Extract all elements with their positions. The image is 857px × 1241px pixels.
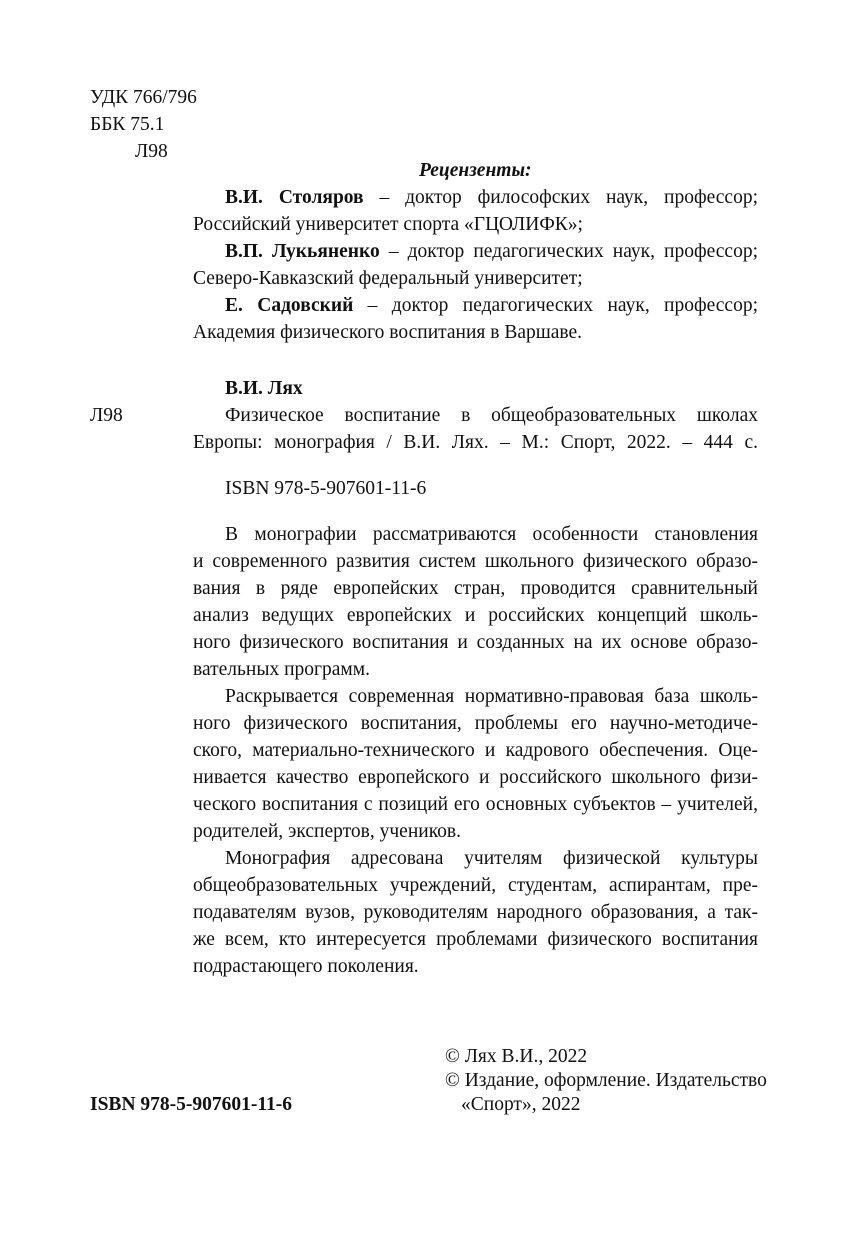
udk-code: УДК 766/796 bbox=[90, 87, 197, 108]
abstract-line: нивается качество европейского и российского школьного физи- bbox=[193, 767, 758, 788]
abstract-line: ного физического воспитания и созданных на их основе образо- bbox=[193, 632, 758, 653]
reviewer-2-line bbox=[225, 241, 758, 263]
abstract-line: подавателям вузов, руководителям народного образования, а так- bbox=[193, 902, 758, 923]
reviewer-3-credentials: – доктор педагогических наук, профессор; bbox=[353, 295, 758, 316]
copyright-author: © Лях В.И., 2022 bbox=[445, 1046, 588, 1067]
reviewer-3-affiliation: Академия физического воспитания в Варшаве. bbox=[193, 322, 583, 343]
reviewer-1-name: В.И. Столяров bbox=[225, 187, 364, 208]
book-title-line-1: Физическое воспитание в общеобразовательных школах bbox=[225, 405, 758, 426]
abstract-line: вательных программ. bbox=[193, 659, 370, 680]
book-title-line-2: Европы: монография / В.И. Лях. – М.: Спорт, 2022. – 444 с. bbox=[193, 432, 758, 453]
abstract-line: Монография адресована учителям физической культуры bbox=[225, 848, 758, 869]
abstract-line: В монографии рассматриваются особенности становления bbox=[225, 524, 758, 545]
abstract-line: общеобразовательных учреждений, студентам, аспирантам, пре- bbox=[193, 875, 758, 896]
reviewer-1-credentials: – доктор философских наук, профессор; bbox=[363, 187, 758, 208]
classification-codes bbox=[90, 84, 197, 165]
reviewer-2-name: В.П. Лукьяненко bbox=[225, 241, 380, 262]
copyright-publisher-line-2: «Спорт», 2022 bbox=[461, 1094, 581, 1115]
abstract-line: родителей, экспертов, учеников. bbox=[193, 821, 462, 842]
abstract-line: Раскрывается современная нормативно-правовая база школь- bbox=[225, 686, 758, 707]
reviewer-2-affiliation: Северо-Кавказский федеральный университет; bbox=[193, 268, 583, 289]
abstract-line: ного физического воспитания, проблемы его научно-методиче- bbox=[193, 713, 758, 734]
abstract-line: ского, материально-технического и кадрового обеспечения. Оце- bbox=[193, 740, 758, 761]
abstract-line: ческого воспитания с позиций его основных субъектов – учителей, bbox=[193, 794, 758, 815]
reviewer-1-line bbox=[225, 187, 758, 209]
reviewer-2-credentials: – доктор педагогических наук, профессор; bbox=[379, 241, 758, 262]
bibliography-mark: Л98 bbox=[90, 405, 123, 426]
book-author: В.И. Лях bbox=[225, 378, 303, 399]
abstract-line: и современного развития систем школьного физического образо- bbox=[193, 551, 758, 572]
book-isbn: ISBN 978-5-907601-11-6 bbox=[225, 478, 427, 499]
reviewers-heading: Рецензенты: bbox=[419, 160, 532, 181]
reviewer-3-line bbox=[225, 295, 758, 317]
abstract-line: анализ ведущих европейских и российских концепций школь- bbox=[193, 605, 758, 626]
reviewer-3-name: Е. Садовский bbox=[225, 295, 354, 316]
abstract-line: же всем, кто интересуется проблемами физического воспитания bbox=[193, 929, 758, 950]
bbk-code: ББК 75.1 bbox=[90, 114, 165, 135]
author-mark: Л98 bbox=[135, 141, 168, 162]
footer-isbn: ISBN 978-5-907601-11-6 bbox=[90, 1094, 293, 1115]
abstract-line: подрастающего поколения. bbox=[193, 956, 419, 977]
copyright-publisher-line-1: © Издание, оформление. Издательство bbox=[445, 1070, 767, 1091]
reviewer-1-affiliation: Российский университет спорта «ГЦОЛИФК»; bbox=[193, 214, 583, 235]
abstract-line: вания в ряде европейских стран, проводится сравнительный bbox=[193, 578, 758, 599]
